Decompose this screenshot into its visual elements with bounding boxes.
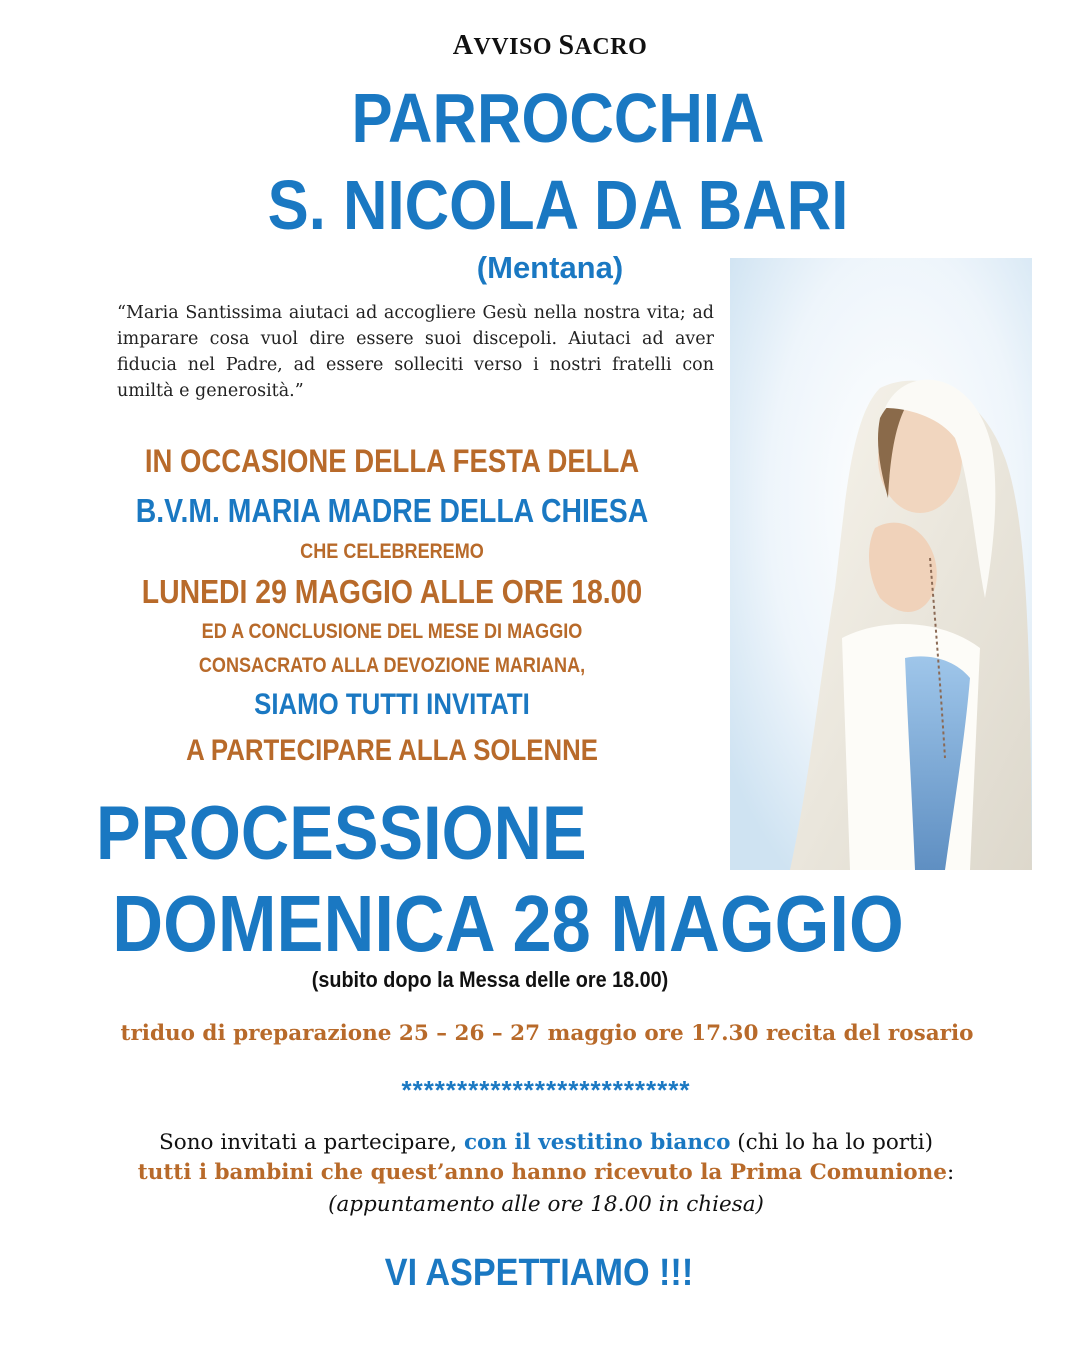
announcement-line-3: CHE CELEBREREMO bbox=[300, 540, 484, 563]
event-date: DOMENICA 28 MAGGIO bbox=[112, 879, 904, 968]
footer-line-2: tutti i bambini che quest’anno hanno ricevuto la Prima Comunione: bbox=[137, 1160, 955, 1185]
triduum-note: triduo di preparazione 25 – 26 – 27 maggio ore 17.30 recita del rosario bbox=[120, 1021, 974, 1046]
prayer-quote: “Maria Santissima aiutaci ad accogliere Gesù nella nostra vita; ad imparare cosa vuol dire essere suoi discepoli. Aiutaci ad aver fiducia nel Padre, ad essere solleciti verso i nostri fratelli con umiltà e generosità.” bbox=[117, 303, 714, 401]
separator: ************************** bbox=[401, 1075, 691, 1105]
announcement-line-6: CONSACRATO ALLA DEVOZIONE MARIANA, bbox=[198, 654, 586, 677]
closing-message: VI ASPETTIAMO !!! bbox=[384, 1252, 694, 1294]
event-name: PROCESSIONE bbox=[96, 791, 587, 876]
announcement-line-7: SIAMO TUTTI INVITATI bbox=[254, 688, 530, 721]
footer-line-3: (appuntamento alle ore 18.00 in chiesa) bbox=[328, 1192, 764, 1217]
announcement-line-2: B.V.M. MARIA MADRE DELLA CHIESA bbox=[135, 492, 649, 529]
footer-line-1: Sono invitati a partecipare, con il vestitino bianco (chi lo ha lo porti) bbox=[159, 1130, 933, 1155]
madonna-praying-image bbox=[730, 258, 1032, 870]
announcement-line-1: IN OCCASIONE DELLA FESTA DELLA bbox=[144, 443, 640, 479]
announcement-line-8: A PARTECIPARE ALLA SOLENNE bbox=[186, 734, 598, 767]
parish-location: (Mentana) bbox=[476, 250, 624, 285]
notice-label: AVVISO SACRO bbox=[452, 30, 648, 61]
parish-name: S. NICOLA DA BARI bbox=[267, 166, 849, 244]
announcement-line-4: LUNEDI 29 MAGGIO ALLE ORE 18.00 bbox=[141, 573, 643, 610]
announcement-line-5: ED A CONCLUSIONE DEL MESE DI MAGGIO bbox=[201, 620, 583, 643]
event-time-note: (subito dopo la Messa delle ore 18.00) bbox=[311, 967, 669, 992]
parish-title: PARROCCHIA bbox=[351, 79, 765, 157]
